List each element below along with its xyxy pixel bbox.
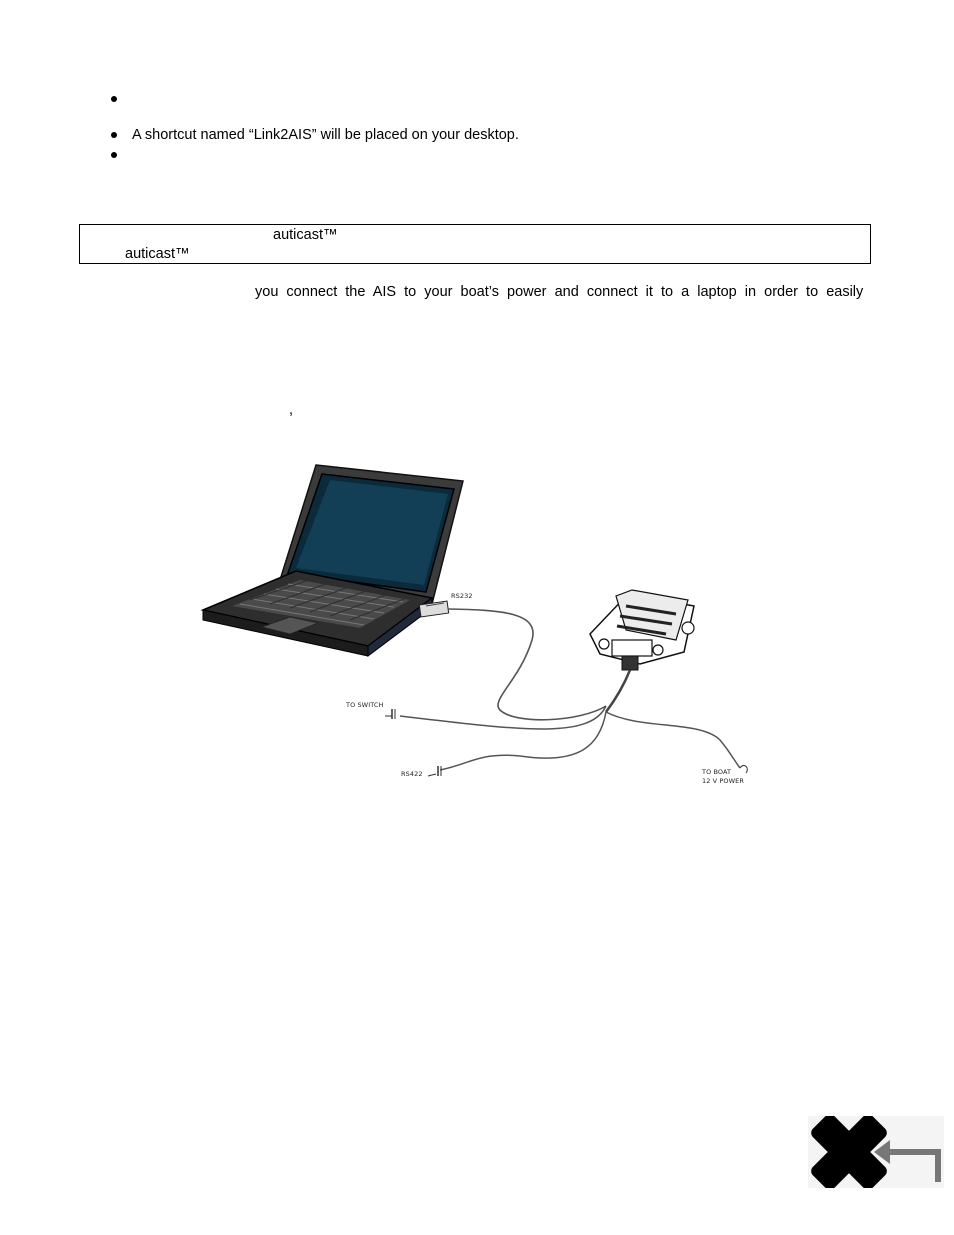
- bullet-dot: [111, 132, 117, 138]
- connection-diagram: [195, 455, 765, 795]
- notice-line-2: auticast™: [125, 246, 190, 262]
- label-to-boat: TO BOAT: [702, 768, 732, 776]
- label-12v-power: 12 V POWER: [702, 777, 744, 785]
- label-rs232: RS232: [451, 592, 473, 600]
- bullet-dot: [111, 152, 117, 158]
- label-to-switch: TO SWITCH: [346, 701, 384, 709]
- x-cross-arrow-logo-icon: [808, 1116, 944, 1188]
- notice-box: [79, 224, 871, 264]
- notice-line-1: auticast™: [273, 227, 338, 243]
- list-item: A shortcut named “Link2AIS” will be placed on your desktop.: [132, 127, 519, 143]
- body-comma: ,: [289, 402, 294, 418]
- body-paragraph: you connect the AIS to your boat’s power and connect it to a laptop in order to easily: [255, 284, 864, 300]
- ais-unit-illustration: [590, 590, 694, 670]
- label-rs422: RS422: [401, 770, 423, 778]
- laptop-illustration: [203, 465, 463, 656]
- bullet-dot: [111, 96, 117, 102]
